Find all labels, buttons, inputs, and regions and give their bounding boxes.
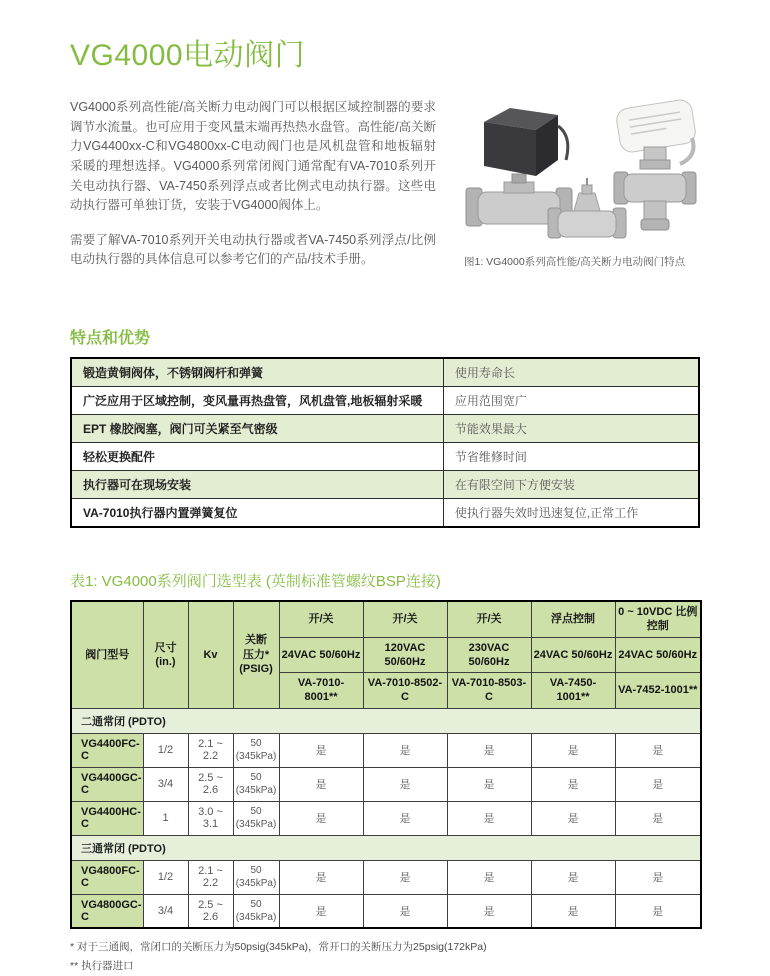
intro-paragraph-2: 需要了解VA-7010系列开关电动执行器或者VA-7450系列浮点/比例电动执行器的具体信息可以参考它们的产品/技术手册。 — [70, 232, 436, 267]
feature-cell: 锻造黄铜阀体，不锈钢阀杆和弹簧 — [71, 358, 443, 387]
size-cell: 3/4 — [143, 894, 188, 928]
feature-row — [71, 358, 699, 387]
col-header-control-type: 开/关 — [279, 601, 363, 637]
feature-cell: 轻松更换配件 — [71, 443, 443, 471]
compat-cell: 是 — [447, 733, 531, 767]
page-title: VG4000电动阀门 — [70, 39, 306, 72]
col-header-power: 24VAC 50/60Hz — [279, 637, 363, 673]
table-section-label: 二通常闭 (PDTO) — [71, 708, 701, 733]
pressure-cell: 50 (345kPa) — [233, 860, 279, 894]
kv-cell: 2.1 ~ 2.2 — [188, 860, 233, 894]
col-header-power: 24VAC 50/60Hz — [615, 637, 701, 673]
benefit-cell: 节能效果最大 — [443, 415, 699, 443]
compat-cell: 是 — [531, 894, 615, 928]
col-header-actuator: VA-7450-1001** — [531, 673, 615, 709]
compat-cell: 是 — [615, 733, 701, 767]
model-cell: VG4400HC-C — [71, 801, 143, 835]
col-header-pressure: 关断 压力* (PSIG) — [233, 601, 279, 708]
size-cell: 1/2 — [143, 733, 188, 767]
col-header-actuator: VA-7010-8001** — [279, 673, 363, 709]
kv-cell: 2.1 ~ 2.2 — [188, 733, 233, 767]
benefit-cell: 使执行器失效时迅速复位,正常工作 — [443, 499, 699, 528]
selection-table-caption: 表1: VG4000系列阀门选型表 (英制标准管螺纹BSP连接) — [70, 573, 441, 590]
feature-row — [71, 499, 699, 528]
datasheet-page — [0, 30, 770, 973]
compat-cell: 是 — [363, 801, 447, 835]
col-header-power: 120VAC 50/60Hz — [363, 637, 447, 673]
figure-1 — [464, 98, 700, 269]
compat-cell: 是 — [279, 860, 363, 894]
col-header-actuator: VA-7010-8503-C — [447, 673, 531, 709]
pressure-cell: 50 (345kPa) — [233, 767, 279, 801]
compat-cell: 是 — [279, 801, 363, 835]
pressure-cell: 50 (345kPa) — [233, 733, 279, 767]
compat-cell: 是 — [363, 767, 447, 801]
feature-cell: EPT 橡胶阀塞，阀门可关紧至气密级 — [71, 415, 443, 443]
compat-cell: 是 — [615, 801, 701, 835]
compat-cell: 是 — [363, 894, 447, 928]
feature-cell: 广泛应用于区域控制，变风量再热盘管，风机盘管,地板辐射采暖 — [71, 387, 443, 415]
intro-section — [70, 98, 700, 285]
product-photo — [464, 98, 700, 244]
features-heading: 特点和优势 — [70, 330, 151, 347]
table-section-row — [71, 708, 701, 733]
kv-cell: 2.5 ~ 2.6 — [188, 767, 233, 801]
compat-cell: 是 — [615, 767, 701, 801]
selection-table — [70, 600, 702, 929]
col-header-control-type: 0 ~ 10VDC 比例控制 — [615, 601, 701, 637]
compat-cell: 是 — [615, 894, 701, 928]
compat-cell: 是 — [447, 894, 531, 928]
table-row — [71, 767, 701, 801]
table-row — [71, 894, 701, 928]
col-header-power: 230VAC 50/60Hz — [447, 637, 531, 673]
feature-cell: VA-7010执行器内置弹簧复位 — [71, 499, 443, 528]
feature-row — [71, 471, 699, 499]
size-cell: 1 — [143, 801, 188, 835]
size-cell: 3/4 — [143, 767, 188, 801]
pressure-cell: 50 (345kPa) — [233, 894, 279, 928]
table-section-row — [71, 835, 701, 860]
feature-row — [71, 415, 699, 443]
col-header-control-type: 浮点控制 — [531, 601, 615, 637]
footnotes — [70, 938, 700, 976]
compat-cell: 是 — [363, 860, 447, 894]
feature-cell: 执行器可在现场安装 — [71, 471, 443, 499]
compat-cell: 是 — [447, 860, 531, 894]
col-header-control-type: 开/关 — [363, 601, 447, 637]
benefit-cell: 节省维修时间 — [443, 443, 699, 471]
compat-cell: 是 — [447, 801, 531, 835]
feature-row — [71, 387, 699, 415]
compat-cell: 是 — [615, 860, 701, 894]
compat-cell: 是 — [447, 767, 531, 801]
model-cell: VG4400FC-C — [71, 733, 143, 767]
table-row — [71, 801, 701, 835]
compat-cell: 是 — [363, 733, 447, 767]
footnote-1: * 对于三通阀，常闭口的关断压力为50psig(345kPa)，常开口的关断压力为25psig(172kPa) — [70, 941, 487, 954]
table-row — [71, 860, 701, 894]
valves-illustration — [464, 98, 700, 244]
pressure-cell: 50 (345kPa) — [233, 801, 279, 835]
col-header-size: 尺寸 (in.) — [143, 601, 188, 708]
size-cell: 1/2 — [143, 860, 188, 894]
footnote-2: ** 执行器进口 — [70, 960, 134, 973]
col-header-actuator: VA-7010-8502-C — [363, 673, 447, 709]
model-cell: VG4800FC-C — [71, 860, 143, 894]
compat-cell: 是 — [531, 733, 615, 767]
intro-paragraph-1: VG4000系列高性能/高关断力电动阀门可以根据区域控制器的要求调节水流量。也可应用于变风量末端再热热水盘管。高性能/高关断力VG4400xx-C和VG4800xx-C电动阀门也是风机盘管和地板辐射采暖的理想选择。VG4000系列常闭阀门通常配有VA-7010系列开关电动执行器、VA-7450系列浮点或者比例式电动执行器。这些电动执行器可单独订货，安装于VG4000阀体上。 — [70, 100, 436, 213]
col-header-model: 阀门型号 — [71, 601, 143, 708]
compat-cell: 是 — [279, 894, 363, 928]
col-header-kv: Kv — [188, 601, 233, 708]
col-header-actuator: VA-7452-1001** — [615, 673, 701, 709]
table-row — [71, 733, 701, 767]
compat-cell: 是 — [279, 733, 363, 767]
benefit-cell: 在有限空间下方便安装 — [443, 471, 699, 499]
table-section-label: 三通常闭 (PDTO) — [71, 835, 701, 860]
col-header-power: 24VAC 50/60Hz — [531, 637, 615, 673]
col-header-control-type: 开/关 — [447, 601, 531, 637]
feature-row — [71, 443, 699, 471]
compat-cell: 是 — [531, 860, 615, 894]
benefit-cell: 应用范围宽广 — [443, 387, 699, 415]
compat-cell: 是 — [531, 801, 615, 835]
compat-cell: 是 — [279, 767, 363, 801]
kv-cell: 2.5 ~ 2.6 — [188, 894, 233, 928]
model-cell: VG4400GC-C — [71, 767, 143, 801]
benefit-cell: 使用寿命长 — [443, 358, 699, 387]
model-cell: VG4800GC-C — [71, 894, 143, 928]
compat-cell: 是 — [531, 767, 615, 801]
features-table — [70, 357, 700, 528]
figure-caption: 图1: VG4000系列高性能/高关断力电动阀门特点 — [464, 256, 686, 268]
kv-cell: 3.0 ~ 3.1 — [188, 801, 233, 835]
